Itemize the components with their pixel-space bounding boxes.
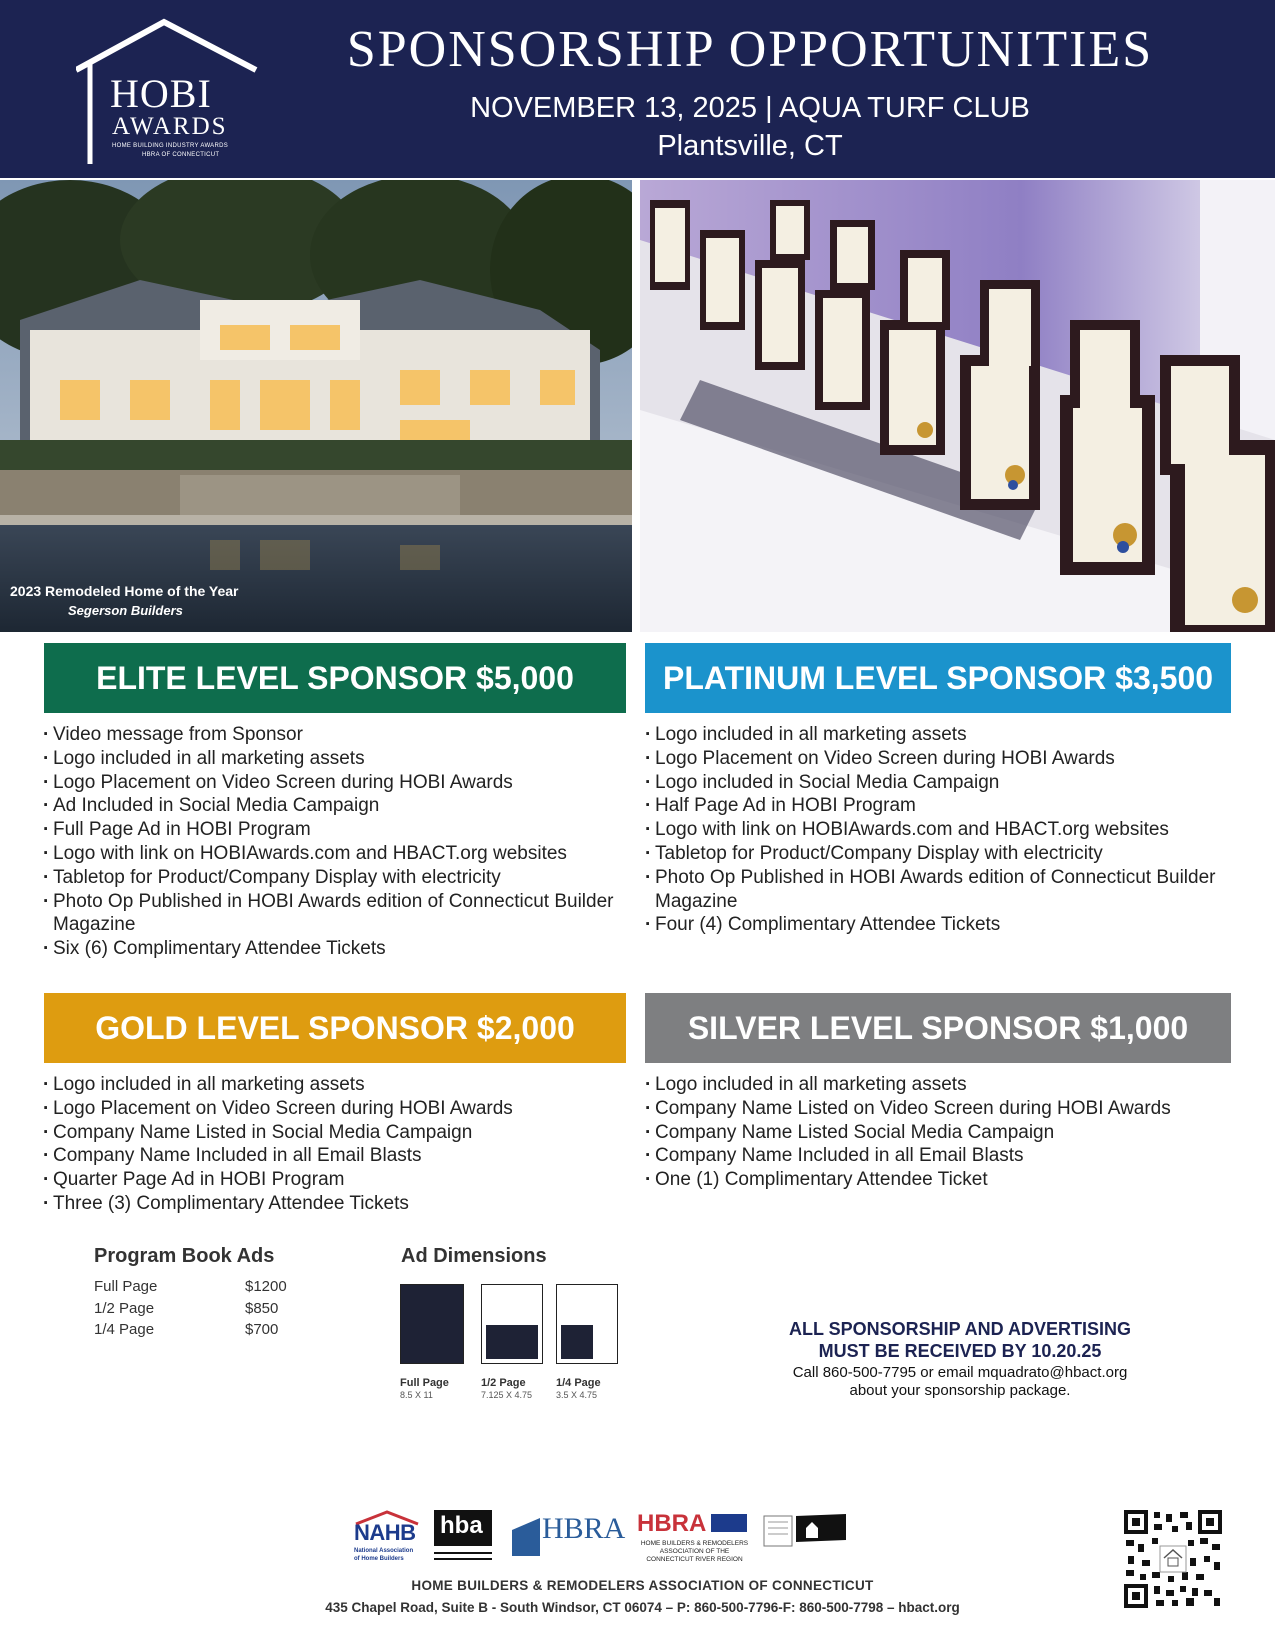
logo-subtitle: HOME BUILDING INDUSTRY AWARDS <box>112 143 229 149</box>
ad-size-name: 1/2 Page <box>94 1299 155 1317</box>
contact-line-2: about your sponsorship package. <box>849 1382 1071 1399</box>
list-item: · Photo Op Published in HOBI Awards edition of Connecticut Builder Magazine <box>645 866 1225 914</box>
hobi-awards-logo <box>76 16 276 166</box>
ad-size-name: Full Page <box>94 1278 158 1295</box>
deadline-line-1: ALL SPONSORSHIP AND ADVERTISING <box>788 1319 1132 1339</box>
list-item: · Three (3) Complimentary Attendee Tickets <box>43 1192 623 1216</box>
footer-organization: HOME BUILDERS & REMODELERS ASSOCIATION OF CONNECTICUT <box>411 1578 874 1593</box>
hbra-logo: HBRA <box>512 1510 637 1568</box>
list-item: · Ad Included in Social Media Campaign <box>43 794 623 818</box>
platinum-benefits-list <box>645 723 1225 937</box>
event-location: Plantsville, CT <box>657 130 843 162</box>
elite-sponsor-banner: ELITE LEVEL SPONSOR $5,000 <box>44 643 626 713</box>
ad-size-name: 1/4 Page <box>94 1321 155 1338</box>
dim-label-full: Full Page <box>400 1377 449 1389</box>
program-book-ads-table <box>94 1276 287 1341</box>
footer-address: 435 Chapel Road, Suite B - South Windsor, CT 06074 – P: 860-500-7796-F: 860-500-7798 – hbact.org <box>325 1600 960 1615</box>
list-item: · Company Name Included in all Email Blasts <box>645 1144 1225 1168</box>
list-item: · Four (4) Complimentary Attendee Tickets <box>645 913 1225 937</box>
nahb-logo: NAHB National Association of Home Builders <box>352 1510 422 1568</box>
ad-price: $700 <box>245 1321 279 1338</box>
list-item: · Logo included in all marketing assets <box>43 747 623 771</box>
dim-label-half: 1/2 Page <box>481 1377 526 1389</box>
program-book-ads-title: Program Book Ads <box>94 1245 275 1267</box>
list-item: · Logo Placement on Video Screen during HOBI Awards <box>43 771 623 795</box>
list-item: · Company Name Listed on Video Screen during HOBI Awards <box>645 1097 1225 1121</box>
contact-info <box>740 1364 1180 1400</box>
list-item: · Photo Op Published in HOBI Awards edition of Connecticut Builder Magazine <box>43 890 623 938</box>
deadline-line-2: MUST BE RECEIVED BY 10.20.25 <box>818 1341 1102 1361</box>
gold-benefits-list <box>43 1073 623 1216</box>
home-of-the-year-photo <box>0 180 632 632</box>
quarter-page-ad-diagram <box>556 1284 618 1364</box>
contact-line-1: Call 860-500-7795 or email mquadrato@hbact.org <box>792 1364 1128 1381</box>
table-row <box>94 1276 287 1298</box>
photo-caption-builder: Segerson Builders <box>68 603 183 618</box>
list-item: · Tabletop for Product/Company Display with electricity <box>645 842 1225 866</box>
platinum-sponsor-banner: PLATINUM LEVEL SPONSOR $3,500 <box>645 643 1231 713</box>
dim-size-half: 7.125 X 4.75 <box>481 1390 533 1400</box>
dim-label-quarter: 1/4 Page <box>556 1377 601 1389</box>
table-row <box>94 1298 287 1320</box>
full-page-ad-diagram <box>400 1284 464 1364</box>
photo-caption: 2023 Remodeled Home of the Year <box>10 583 239 599</box>
gold-sponsor-banner: GOLD LEVEL SPONSOR $2,000 <box>44 993 626 1063</box>
hbra-ct-river-logo: HBRA HOME BUILDERS & REMODELERS ASSOCIATION OF THE CONNECTICUT RIVER REGION <box>637 1510 749 1563</box>
half-page-ad-diagram <box>481 1284 543 1364</box>
award-plaques-photo <box>640 180 1275 632</box>
list-item: · Logo included in all marketing assets <box>43 1073 623 1097</box>
list-item: · Logo Placement on Video Screen during HOBI Awards <box>645 747 1225 771</box>
logo-subtitle-org: HBRA OF CONNECTICUT <box>142 152 220 158</box>
dim-size-full: 8.5 X 11 <box>400 1390 433 1400</box>
table-row <box>94 1319 287 1341</box>
elite-benefits-list <box>43 723 623 961</box>
list-item: · Company Name Listed in Social Media Campaign <box>43 1121 623 1145</box>
list-item: · Six (6) Complimentary Attendee Tickets <box>43 937 623 961</box>
dim-size-quarter: 3.5 X 4.75 <box>556 1390 598 1400</box>
list-item: · Company Name Included in all Email Blasts <box>43 1144 623 1168</box>
partner-logos <box>352 1510 892 1568</box>
header-banner <box>0 0 1275 178</box>
list-item: · Half Page Ad in HOBI Program <box>645 794 1225 818</box>
list-item: · Quarter Page Ad in HOBI Program <box>43 1168 623 1192</box>
regional-association-logo <box>762 1510 847 1568</box>
qr-code[interactable] <box>1124 1510 1222 1608</box>
event-date-venue: NOVEMBER 13, 2025 | AQUA TURF CLUB <box>470 92 1030 124</box>
deadline-notice <box>740 1318 1180 1362</box>
list-item: · Company Name Listed Social Media Campaign <box>645 1121 1225 1145</box>
ad-dimensions-title: Ad Dimensions <box>401 1245 547 1267</box>
list-item: · Tabletop for Product/Company Display with electricity <box>43 866 623 890</box>
logo-awards-text: AWARDS <box>112 113 228 140</box>
list-item: · Logo with link on HOBIAwards.com and HBACT.org websites <box>43 842 623 866</box>
list-item: · Logo included in Social Media Campaign <box>645 771 1225 795</box>
list-item: · Logo Placement on Video Screen during HOBI Awards <box>43 1097 623 1121</box>
silver-sponsor-banner: SILVER LEVEL SPONSOR $1,000 <box>645 993 1231 1063</box>
list-item: · Logo included in all marketing assets <box>645 1073 1225 1097</box>
logo-hobi-text: HOBI <box>110 71 212 116</box>
list-item: · One (1) Complimentary Attendee Ticket <box>645 1168 1225 1192</box>
silver-benefits-list <box>645 1073 1225 1192</box>
list-item: · Full Page Ad in HOBI Program <box>43 818 623 842</box>
ad-price: $1200 <box>245 1278 287 1295</box>
hba-logo: hba <box>434 1510 496 1568</box>
list-item: · Logo with link on HOBIAwards.com and HBACT.org websites <box>645 818 1225 842</box>
list-item: · Logo included in all marketing assets <box>645 723 1225 747</box>
page-title: SPONSORSHIP OPPORTUNITIES <box>346 21 1154 78</box>
ad-price: $850 <box>245 1299 279 1317</box>
list-item: · Video message from Sponsor <box>43 723 623 747</box>
